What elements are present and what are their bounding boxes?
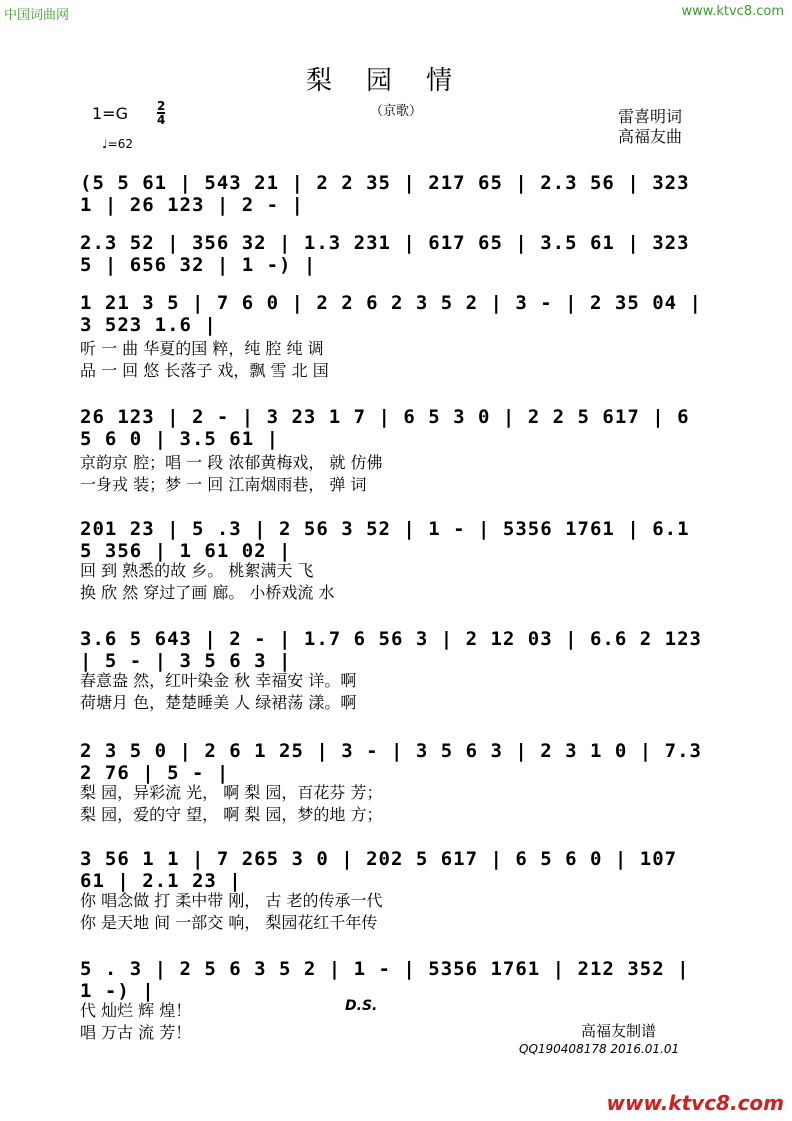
staff-line-9: 5 . 3 | 2 5 6 3 5 2 | 1 - | 5356 1761 | 212 352 | 1 -) |	[80, 958, 690, 1002]
meter-bottom: 4	[157, 113, 166, 127]
lyrics-line: 梨 园，爱的守 望， 啊 梨 园，梦的地 方；	[80, 805, 383, 824]
site-watermark-left: 中国词曲网	[4, 8, 70, 23]
lyrics-line: 听 一 曲 华夏的国 粹，纯 腔 纯 调	[80, 339, 324, 358]
lyrics-line: 代 灿烂 辉 煌！	[80, 1001, 192, 1020]
staff-line-2: 2.3 52 | 356 32 | 1.3 231 | 617 65 | 3.5 61 | 323 5 | 656 32 | 1 -) |	[80, 232, 690, 276]
lyrics-line: 梨 园，异彩流 光， 啊 梨 园，百花芬 芳；	[80, 783, 383, 802]
lyrics-line: 春意盎 然，红叶染金 秋 幸福安 详。啊	[80, 671, 357, 690]
staff-line-1: (5 5 61 | 543 21 | 2 2 35 | 217 65 | 2.3 56 | 323 1 | 26 123 | 2 - |	[80, 172, 690, 216]
staff-line-3: 1 21 3 5 | 7 6 0 | 2 2 6 2 3 5 2 | 3 - | 2 35 04 | 3 523 1.6 |	[80, 292, 702, 336]
lyrics-line: 京韵京 腔；唱 一 段 浓郁黄梅戏， 就 仿佛	[80, 453, 383, 472]
staff-line-7: 2 3 5 0 | 2 6 1 25 | 3 - | 3 5 6 3 | 2 3 1 0 | 7.3 2 76 | 5 - |	[80, 740, 702, 784]
staff-line-6: 3.6 5 643 | 2 - | 1.7 6 56 3 | 2 12 03 | 6.6 2 123 | 5 - | 3 5 6 3 |	[80, 628, 702, 672]
lyrics-line: 回 到 熟悉的故 乡。 桃絮满天 飞	[80, 561, 314, 580]
song-subtitle: （京歌）	[369, 104, 422, 119]
song-title: 梨园情	[305, 66, 486, 96]
lyrics-line: 荷塘月 色，楚楚睡美 人 绿裙荡 漾。啊	[80, 693, 357, 712]
site-watermark-bottom: www.ktvc8.com	[606, 1091, 784, 1115]
lyrics-line: 你 是天地 间 一部交 响， 梨园花红千年传	[80, 913, 378, 932]
lyricist: 雷喜明词	[618, 107, 683, 126]
staff-line-8: 3 56 1 1 | 7 265 3 0 | 202 5 617 | 6 5 6 0 | 107 61 | 2.1 23 |	[80, 848, 678, 892]
lyrics-line: 换 欣 然 穿过了画 廊。 小桥戏流 水	[80, 583, 335, 602]
contact-info: QQ190408178 2016.01.01	[519, 1042, 680, 1056]
lyrics-line: 一身戎 装；梦 一 回 江南烟雨巷， 弹 词	[80, 475, 367, 494]
time-signature	[157, 100, 165, 126]
score-credit: 高福友制谱	[580, 1022, 656, 1040]
ds-marking: D.S.	[345, 998, 378, 1014]
staff-line-5: 201 23 | 5 .3 | 2 56 3 52 | 1 - | 5356 1761 | 6.1 5 356 | 1 61 02 |	[80, 518, 690, 562]
lyrics-line: 品 一 回 悠 长落子 戏，飘 雪 北 国	[80, 361, 329, 380]
site-watermark-right: www.ktvc8.com	[681, 4, 784, 19]
tempo-marking: ♩=62	[102, 137, 133, 151]
key-signature: 1=G	[92, 104, 128, 123]
lyrics-line: 唱 万古 流 芳！	[80, 1023, 192, 1042]
lyrics-line: 你 唱念做 打 柔中带 刚， 古 老的传承一代	[80, 891, 383, 910]
staff-line-4: 26 123 | 2 - | 3 23 1 7 | 6 5 3 0 | 2 2 5 617 | 6 5 6 0 | 3.5 61 |	[80, 406, 690, 450]
meter-top: 2	[157, 99, 166, 113]
composer: 高福友曲	[618, 127, 683, 146]
